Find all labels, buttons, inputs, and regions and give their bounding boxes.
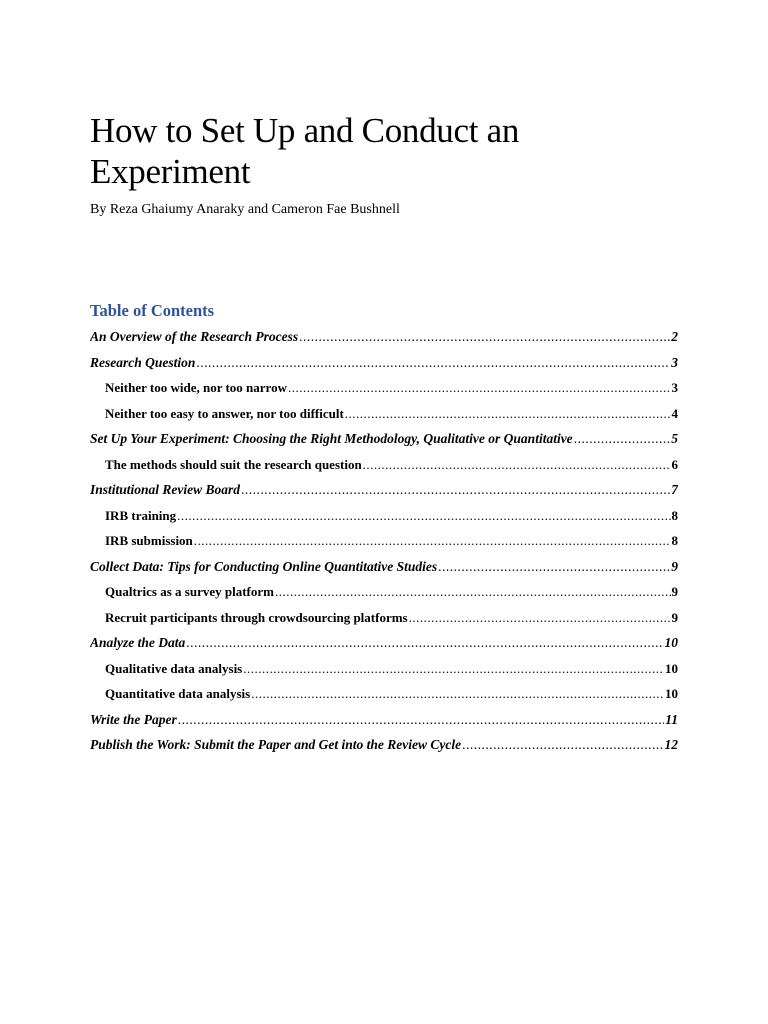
toc-entry-title: Neither too easy to answer, nor too difficult: [105, 405, 344, 421]
toc-page-number: 8: [671, 533, 678, 548]
toc-page-number: 9: [671, 584, 678, 599]
toc-page-number: 10: [665, 660, 678, 676]
toc-dot-leader: [438, 554, 670, 580]
document-title: How to Set Up and Conduct an Experiment: [90, 111, 520, 191]
toc-dot-leader: [196, 350, 670, 376]
toc-entry-title: Quantitative data analysis: [105, 686, 251, 701]
toc-page-number: 9: [671, 609, 678, 625]
toc-entry-title: IRB submission: [105, 533, 193, 548]
toc-subentry[interactable]: [90, 375, 678, 401]
toc-page-number: 3: [671, 380, 678, 395]
toc-entry-title: Set Up Your Experiment: Choosing the Right Methodology, Qualitative or Quantitative: [90, 431, 573, 446]
toc-page-number: 8: [671, 507, 678, 523]
toc-dot-leader: [363, 452, 671, 478]
toc-entry-title: The methods should suit the research question: [105, 456, 362, 472]
toc-dot-leader: [177, 503, 670, 529]
toc-page-number: 4: [671, 405, 678, 421]
toc-subentry[interactable]: [90, 401, 678, 427]
toc-subentry[interactable]: [90, 503, 678, 529]
toc-entry[interactable]: [90, 477, 678, 503]
toc-entry[interactable]: [90, 426, 678, 452]
toc-entry[interactable]: [90, 324, 678, 350]
toc-dot-leader: [194, 528, 671, 554]
toc-dot-leader: [275, 579, 671, 605]
toc-page-number: 10: [665, 686, 678, 701]
toc-entry-title: Qualitative data analysis: [105, 660, 243, 676]
toc-page-number: 3: [671, 354, 678, 370]
toc-subentry[interactable]: [90, 528, 678, 554]
toc-dot-leader: [241, 477, 670, 503]
toc-page-number: 2: [671, 329, 678, 344]
toc-dot-leader: [462, 732, 663, 758]
toc-entry[interactable]: [90, 732, 678, 758]
toc-page-number: 9: [671, 558, 678, 574]
toc-entry-title: Qualtrics as a survey platform: [105, 584, 274, 599]
toc-entry[interactable]: [90, 554, 678, 580]
toc-page-number: 5: [671, 431, 678, 446]
table-of-contents: [90, 324, 678, 758]
toc-dot-leader: [574, 426, 671, 452]
toc-subentry[interactable]: [90, 452, 678, 478]
toc-entry-title: An Overview of the Research Process: [90, 329, 299, 344]
toc-entry[interactable]: [90, 707, 678, 733]
toc-dot-leader: [288, 375, 671, 401]
toc-heading: Table of Contents: [90, 301, 215, 320]
toc-dot-leader: [186, 630, 663, 656]
toc-entry-title: Research Question: [90, 354, 196, 370]
toc-entry-title: Analyze the Data: [90, 635, 186, 650]
toc-subentry[interactable]: [90, 681, 678, 707]
toc-page-number: 6: [671, 456, 678, 472]
toc-subentry[interactable]: [90, 656, 678, 682]
toc-page-number: 11: [665, 711, 678, 727]
toc-entry-title: Neither too wide, nor too narrow: [105, 380, 287, 395]
toc-entry-title: Collect Data: Tips for Conducting Online Quantitative Studies: [90, 558, 438, 574]
toc-entry-title: Write the Paper: [90, 711, 177, 727]
toc-dot-leader: [243, 656, 664, 682]
toc-entry-title: Publish the Work: Submit the Paper and Get into the Review Cycle: [90, 737, 462, 752]
toc-entry-title: Institutional Review Board: [90, 482, 241, 497]
toc-subentry[interactable]: [90, 579, 678, 605]
toc-entry[interactable]: [90, 630, 678, 656]
toc-dot-leader: [409, 605, 671, 631]
author-byline: By Reza Ghaiumy Anaraky and Cameron Fae Bushnell: [90, 202, 400, 217]
toc-entry-title: Recruit participants through crowdsourcing platforms: [105, 609, 408, 625]
toc-entry[interactable]: [90, 350, 678, 376]
toc-dot-leader: [178, 707, 664, 733]
toc-dot-leader: [299, 324, 670, 350]
toc-page-number: 10: [664, 635, 678, 650]
toc-dot-leader: [251, 681, 664, 707]
toc-page-number: 7: [671, 482, 678, 497]
toc-entry-title: IRB training: [105, 507, 177, 523]
toc-page-number: 12: [664, 737, 678, 752]
toc-subentry[interactable]: [90, 605, 678, 631]
toc-dot-leader: [345, 401, 671, 427]
